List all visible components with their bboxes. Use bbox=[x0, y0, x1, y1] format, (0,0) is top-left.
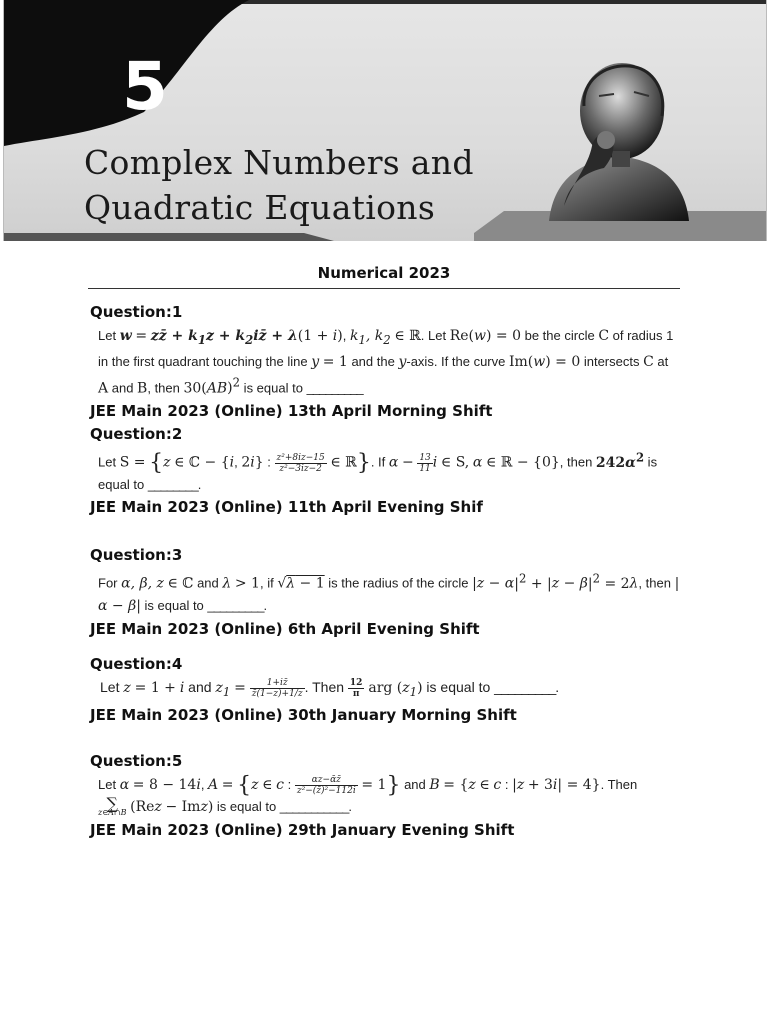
chapter-title-line-1: Complex Numbers and bbox=[84, 143, 474, 182]
chapter-number: 5 bbox=[122, 48, 169, 125]
question-5 bbox=[90, 752, 680, 839]
question-body: Let α = 8 − 14i, A = {z ∈ c : $\frac{\text{αz−ᾱz̄}}{\text{z²−(z̄)²−112i}}$ = 1} and B = {z ∈ c : |z + 3i| = 4}. Then ∑ z∈A∩B (Rez − Imz) is equal to ___________. bbox=[98, 773, 638, 817]
question-source: JEE Main 2023 (Online) 30th January Morning Shift bbox=[90, 705, 517, 724]
thinking-robot-image bbox=[544, 56, 694, 221]
section-title: Numerical 2023 bbox=[88, 264, 680, 289]
question-1 bbox=[90, 303, 680, 420]
question-body: Let z = 1 + i and $z_1$ = $\frac{1+iz̄}{z̄(1-z)+1/z}$ . Then $\frac{12}{\pi}$ arg $(z_1)$ is equal to _________. bbox=[100, 677, 560, 699]
question-body: For α, β, z ∈ ℂ and λ > 1, if √λ − 1 is the radius of the circle $|z - \alpha|^2 + |z - \beta|^2 = 2\lambda$, then |α − β| is equal to _________. bbox=[98, 571, 680, 614]
chapter-banner bbox=[3, 0, 767, 241]
question-label: Question:5 bbox=[90, 752, 183, 770]
question-label: Question:2 bbox=[90, 425, 183, 443]
question-source: JEE Main 2023 (Online) 29th January Evening Shift bbox=[90, 821, 515, 840]
question-source: JEE Main 2023 (Online) 11th April Evening Shif bbox=[90, 497, 483, 516]
question-3 bbox=[90, 546, 680, 638]
question-body: Let S = {z ∈ ℂ − {i, 2i} : $\frac{\text{z²+8iz−15}}{\text{z²−3iz−2}}$ ∈ ℝ}. If α − $\frac{13}{11}$ i ∈ S, α ∈ ℝ − {0}, then $242\alpha^2$ is equal to ________. bbox=[98, 450, 658, 492]
question-label: Question:3 bbox=[90, 546, 183, 564]
question-4 bbox=[90, 655, 680, 724]
question-source: JEE Main 2023 (Online) 13th April Morning Shift bbox=[90, 402, 493, 421]
question-label: Question:4 bbox=[90, 655, 183, 673]
question-source: JEE Main 2023 (Online) 6th April Evening Shift bbox=[90, 619, 480, 638]
question-label: Question:1 bbox=[90, 303, 183, 321]
question-body: Let w = zz̄ + $k_1z$ + $k_2iz̄ + \lambda(1 + i)$, $k_1$, $k_2$ ∈ ℝ. Let Re(w) = 0 be the circle C of radius 1 in the first quadrant touching the line y = 1 and the y-axis. If the curve Im(w) = 0 intersects C at A and B, then 30(AB)$^2$ is equal to _________ bbox=[98, 328, 674, 397]
chapter-title-line-2: Quadratic Equations bbox=[84, 188, 436, 227]
question-2 bbox=[90, 425, 680, 516]
